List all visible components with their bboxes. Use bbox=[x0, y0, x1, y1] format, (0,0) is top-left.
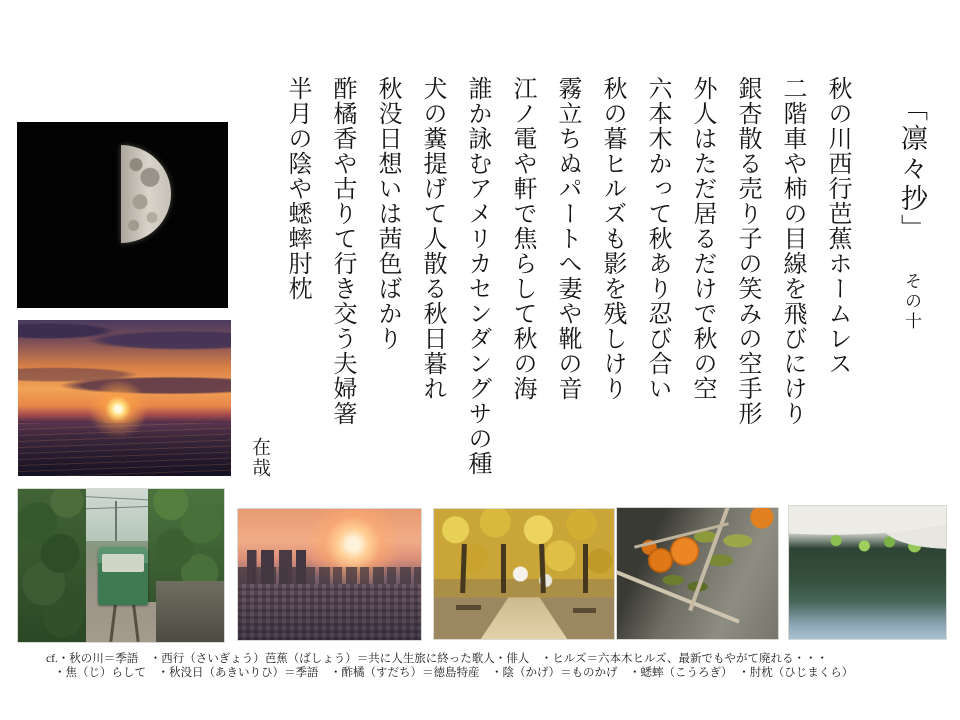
author-signature: 在哉 bbox=[249, 437, 270, 479]
poem-line: 銀杏散る売り子の笑みの空手形 bbox=[734, 76, 760, 426]
pond-photo bbox=[788, 505, 947, 640]
page-title: 「凛々抄」 bbox=[897, 94, 927, 244]
haiku-column-group bbox=[274, 76, 859, 516]
tree-trunk-shape bbox=[501, 544, 506, 593]
catenary-pole-shape bbox=[115, 501, 117, 541]
persimmon-photo bbox=[616, 507, 779, 640]
city-texture-shape bbox=[238, 584, 421, 640]
poem-line: 誰か詠むアメリカセンダングサの種 bbox=[464, 76, 490, 476]
poem-line: 秋の川西行芭蕉ホームレス bbox=[824, 76, 850, 376]
skyline-shape bbox=[238, 567, 421, 584]
train-window-shape bbox=[102, 554, 144, 571]
footnote-line: ・焦（じ）らして ・秋没日（あきいりひ）＝季語 ・酢橘（すだち）＝徳島特産 ・陰（かげ）＝ものかげ ・蟋蟀（こうろぎ） ・肘枕（ひじまくら） bbox=[54, 666, 854, 679]
park-path-shape bbox=[481, 597, 567, 639]
page-subtitle: その十 bbox=[902, 272, 921, 332]
poem-line: 六本木かって秋あり忍び合い bbox=[644, 76, 670, 401]
poem-line: 江ノ電や軒で焦らして秋の海 bbox=[509, 76, 535, 401]
poem-line: 外人はただ居るだけで秋の空 bbox=[689, 76, 715, 401]
tree-trunk-shape bbox=[460, 544, 467, 594]
sea-waves-shape bbox=[18, 423, 231, 476]
poem-line: 半月の陰や蟋蟀肘枕 bbox=[284, 76, 310, 301]
wall-shape bbox=[156, 581, 224, 642]
bench-shape bbox=[573, 608, 596, 613]
branch-shape bbox=[616, 569, 740, 624]
poem-line: 二階車や柿の目線を飛びにけり bbox=[779, 76, 805, 426]
moon-photo bbox=[17, 122, 228, 308]
ginkgo-park-photo bbox=[433, 508, 615, 640]
tree-trunk-shape bbox=[539, 544, 546, 594]
foliage-left-shape bbox=[18, 489, 86, 642]
city-sunset-photo bbox=[237, 508, 422, 641]
poem-line: 秋の暮ヒルズも影を残しけり bbox=[599, 76, 625, 401]
train-photo bbox=[17, 488, 225, 643]
bench-shape bbox=[456, 605, 481, 610]
poem-line: 犬の糞提げて人散る秋日暮れ bbox=[419, 76, 445, 401]
poem-line: 酢橘香や古りて行き交う夫婦箸 bbox=[329, 76, 355, 426]
half-moon-shape bbox=[121, 145, 171, 243]
tree-trunk-shape bbox=[583, 544, 588, 593]
poem-line: 秋没日想いは茜色ばかり bbox=[374, 76, 400, 351]
green-train-shape bbox=[98, 547, 147, 605]
poem-line: 霧立ちぬパートへ妻や靴の音 bbox=[554, 76, 580, 401]
footnote-line: cf.・秋の川＝季語 ・西行（さいぎょう）芭蕉（ばしょう）＝共に人生旅に終った歌人・俳人 ・ヒルズ＝六本木ヒルズ、最新でもやがて廃れる・・・ bbox=[46, 653, 828, 665]
footnotes bbox=[46, 653, 853, 680]
sunset-sea-photo bbox=[18, 320, 231, 476]
